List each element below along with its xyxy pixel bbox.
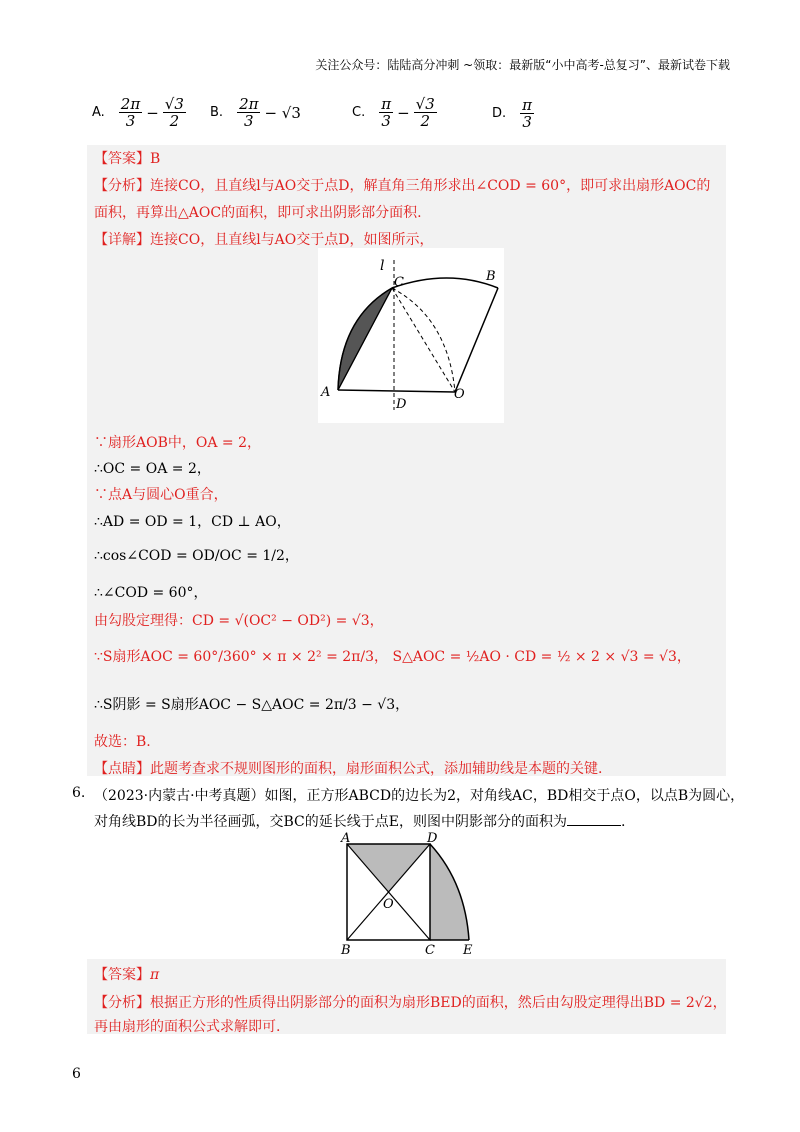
label-d: D xyxy=(427,832,438,846)
label-b: B xyxy=(341,943,351,957)
option-b-expr: $\frac{2\pi}{3}$ − √3 xyxy=(239,95,301,130)
answer-options xyxy=(92,96,742,136)
step-9: ∴S阴影 = S扇形AOC − S△AOC = 2π/3 − √3， xyxy=(94,697,410,713)
label-a: A xyxy=(341,832,351,846)
answer-value: π xyxy=(150,967,160,983)
q6-analysis-line1 xyxy=(94,992,727,1012)
label-c: C xyxy=(425,943,435,957)
step-6: ∴∠COD = 60°， xyxy=(94,585,208,601)
label-c: C xyxy=(394,275,404,290)
option-c-label: C. xyxy=(352,105,366,120)
q5-detail xyxy=(94,229,433,249)
step-1: ∵扇形AOB中，OA = 2， xyxy=(94,435,262,451)
step-5: ∴cos∠COD = OD/OC = 1/2， xyxy=(94,548,299,564)
answer-blank[interactable] xyxy=(567,825,621,826)
detail-text: 连接CO，且直线l与AO交于点D，如图所示， xyxy=(150,232,434,248)
option-a xyxy=(92,96,186,129)
label-a: A xyxy=(321,385,331,400)
q5-analysis-line2: 面积，再算出△AOC的面积，即可求出阴影部分面积. xyxy=(94,205,422,221)
detail-tag: 【详解】 xyxy=(94,232,150,248)
step-4: ∴AD = OD = 1，CD ⊥ AO， xyxy=(94,514,291,530)
choice-line: 故选：B. xyxy=(94,734,151,750)
q6-number: 6. xyxy=(72,785,86,801)
analysis-text: 根据正方形的性质得出阴影部分的面积为扇形BED的面积，然后由勾股定理得出BD = 2√2， xyxy=(150,995,727,1011)
comment-tag: 【点睛】 xyxy=(94,761,150,777)
answer-tag: 【答案】 xyxy=(94,151,150,167)
page-number: 6 xyxy=(72,1066,81,1082)
label-o: O xyxy=(454,387,465,402)
step-8: ∵S扇形AOC = 60°/360° × π × 2² = 2π/3， S△AOC = ½AO · CD = ½ × 2 × √3 = √3， xyxy=(94,649,691,665)
sector-diagram xyxy=(318,248,504,423)
analysis-text: 连接CO，且直线l与AO交于点D，解直角三角形求出∠COD = 60°，即可求出扇形AOC的 xyxy=(150,178,711,194)
page-header: 关注公众号：陆陆高分冲刺 ~领取：最新版“小中高考-总复习”、最新试卷下载 xyxy=(315,58,730,72)
label-l: l xyxy=(380,258,385,274)
answer-tag: 【答案】 xyxy=(94,967,150,983)
comment-text: 此题考查求不规则图形的面积，扇形面积公式，添加辅助线是本题的关键. xyxy=(150,761,603,777)
q6-line2-text: 对角线BD的长为半径画弧，交BC的延长线于点E，则图中阴影部分的面积为 xyxy=(94,814,567,830)
square-diagram xyxy=(335,832,480,957)
q6-line2-end: . xyxy=(621,814,626,830)
label-d: D xyxy=(396,397,407,412)
option-b-label: B. xyxy=(210,105,224,120)
label-e: E xyxy=(463,943,473,957)
q6-answer xyxy=(94,964,159,984)
option-d xyxy=(492,96,534,130)
q6-analysis-line2: 再由扇形的面积公式求解即可. xyxy=(94,1019,281,1035)
answer-value: B xyxy=(150,151,161,167)
q6-line1: （2023·内蒙古·中考真题）如图，正方形ABCD的边长为2，对角线AC，BD相交于点O，以点B为圆心， xyxy=(94,788,745,804)
option-d-label: D. xyxy=(492,105,507,121)
option-d-expr: $\frac{\pi}{3}$ xyxy=(522,96,533,131)
step-3: ∵点A与圆心O重合， xyxy=(94,487,228,503)
step-2: ∴OC = OA = 2， xyxy=(94,461,211,477)
option-c xyxy=(352,96,437,129)
option-a-expr: $\frac{2\pi}{3}$ − $\frac{√3}{2}$ xyxy=(120,95,184,130)
q5-comment xyxy=(94,758,602,778)
analysis-tag: 【分析】 xyxy=(94,995,150,1011)
q5-analysis-line1 xyxy=(94,175,710,195)
label-o: O xyxy=(383,897,394,912)
q5-answer xyxy=(94,148,160,168)
q5-figure xyxy=(318,248,504,423)
option-a-label: A. xyxy=(92,105,105,120)
option-c-expr: $\frac{\pi}{3}$ − $\frac{√3}{2}$ xyxy=(381,95,435,130)
analysis-tag: 【分析】 xyxy=(94,178,150,194)
option-b xyxy=(210,96,301,129)
q6-line2 xyxy=(94,811,625,831)
step-7: 由勾股定理得：CD = √(OC² − OD²) = √3， xyxy=(94,613,384,629)
label-b: B xyxy=(486,269,496,284)
q6-figure xyxy=(335,832,480,957)
